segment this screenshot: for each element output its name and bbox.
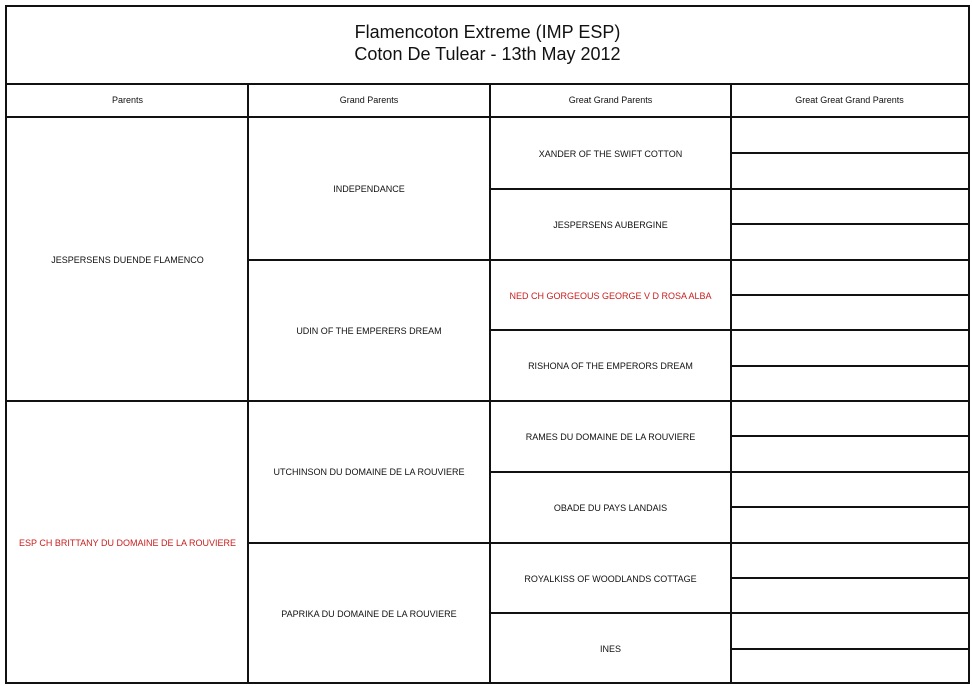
- dog-name: Flamencoton Extreme (IMP ESP): [354, 22, 621, 42]
- parent-cell: JESPERSENS DUENDE FLAMENCO: [51, 254, 204, 265]
- great-grand-parent-cell: RAMES DU DOMAINE DE LA ROUVIERE: [525, 431, 696, 442]
- great-grand-parent-cell: XANDER OF THE SWIFT COTTON: [538, 148, 683, 159]
- breed-and-date: Coton De Tulear - 13th May 2012: [354, 44, 621, 64]
- grand-parent-cell: PAPRIKA DU DOMAINE DE LA ROUVIERE: [281, 609, 457, 619]
- grand-parent-cell: UTCHINSON DU DOMAINE DE LA ROUVIERE: [273, 467, 465, 477]
- great-great-grand-parent-cell: [731, 578, 968, 613]
- great-great-grand-parent-cell: [731, 366, 968, 401]
- great-great-grand-parent-cell: [731, 189, 968, 224]
- great-grand-parent-cell: NED CH GORGEOUS GEORGE V D ROSA ALBA: [509, 290, 712, 301]
- great-grand-parent-cell: OBADE DU PAYS LANDAIS: [553, 502, 668, 513]
- header-great-grand-parents: Great Grand Parents: [490, 83, 731, 118]
- great-great-grand-parent-cell: [731, 613, 968, 648]
- great-grand-parent-cell: JESPERSENS AUBERGINE: [553, 219, 668, 230]
- great-great-grand-parent-cell: [731, 260, 968, 295]
- pedigree-chart: [5, 5, 970, 684]
- great-grand-parent-cell: INES: [599, 643, 621, 654]
- great-great-grand-parent-cell: [731, 153, 968, 188]
- grand-parent-cell: INDEPENDANCE: [333, 184, 405, 194]
- title-block: [7, 7, 968, 85]
- great-grand-parent-cell: ROYALKISS OF WOODLANDS COTTAGE: [524, 573, 697, 584]
- great-great-grand-parent-cell: [731, 543, 968, 578]
- header-great-great-grand-parents: Great Great Grand Parents: [731, 83, 968, 118]
- grand-parent-cell: UDIN OF THE EMPERERS DREAM: [296, 326, 442, 336]
- great-grand-parent-cell: RISHONA OF THE EMPERORS DREAM: [528, 360, 693, 371]
- great-great-grand-parent-cell: [731, 436, 968, 471]
- header-parents: Parents: [7, 83, 248, 118]
- great-great-grand-parent-cell: [731, 507, 968, 542]
- great-great-grand-parent-cell: [731, 472, 968, 507]
- header-grand-parents: Grand Parents: [248, 83, 490, 118]
- great-great-grand-parent-cell: [731, 295, 968, 330]
- great-great-grand-parent-cell: [731, 118, 968, 153]
- great-great-grand-parent-cell: [731, 330, 968, 365]
- parent-cell: ESP CH BRITTANY DU DOMAINE DE LA ROUVIERE: [18, 537, 237, 548]
- great-great-grand-parent-cell: [731, 401, 968, 436]
- great-great-grand-parent-cell: [731, 649, 968, 684]
- great-great-grand-parent-cell: [731, 224, 968, 259]
